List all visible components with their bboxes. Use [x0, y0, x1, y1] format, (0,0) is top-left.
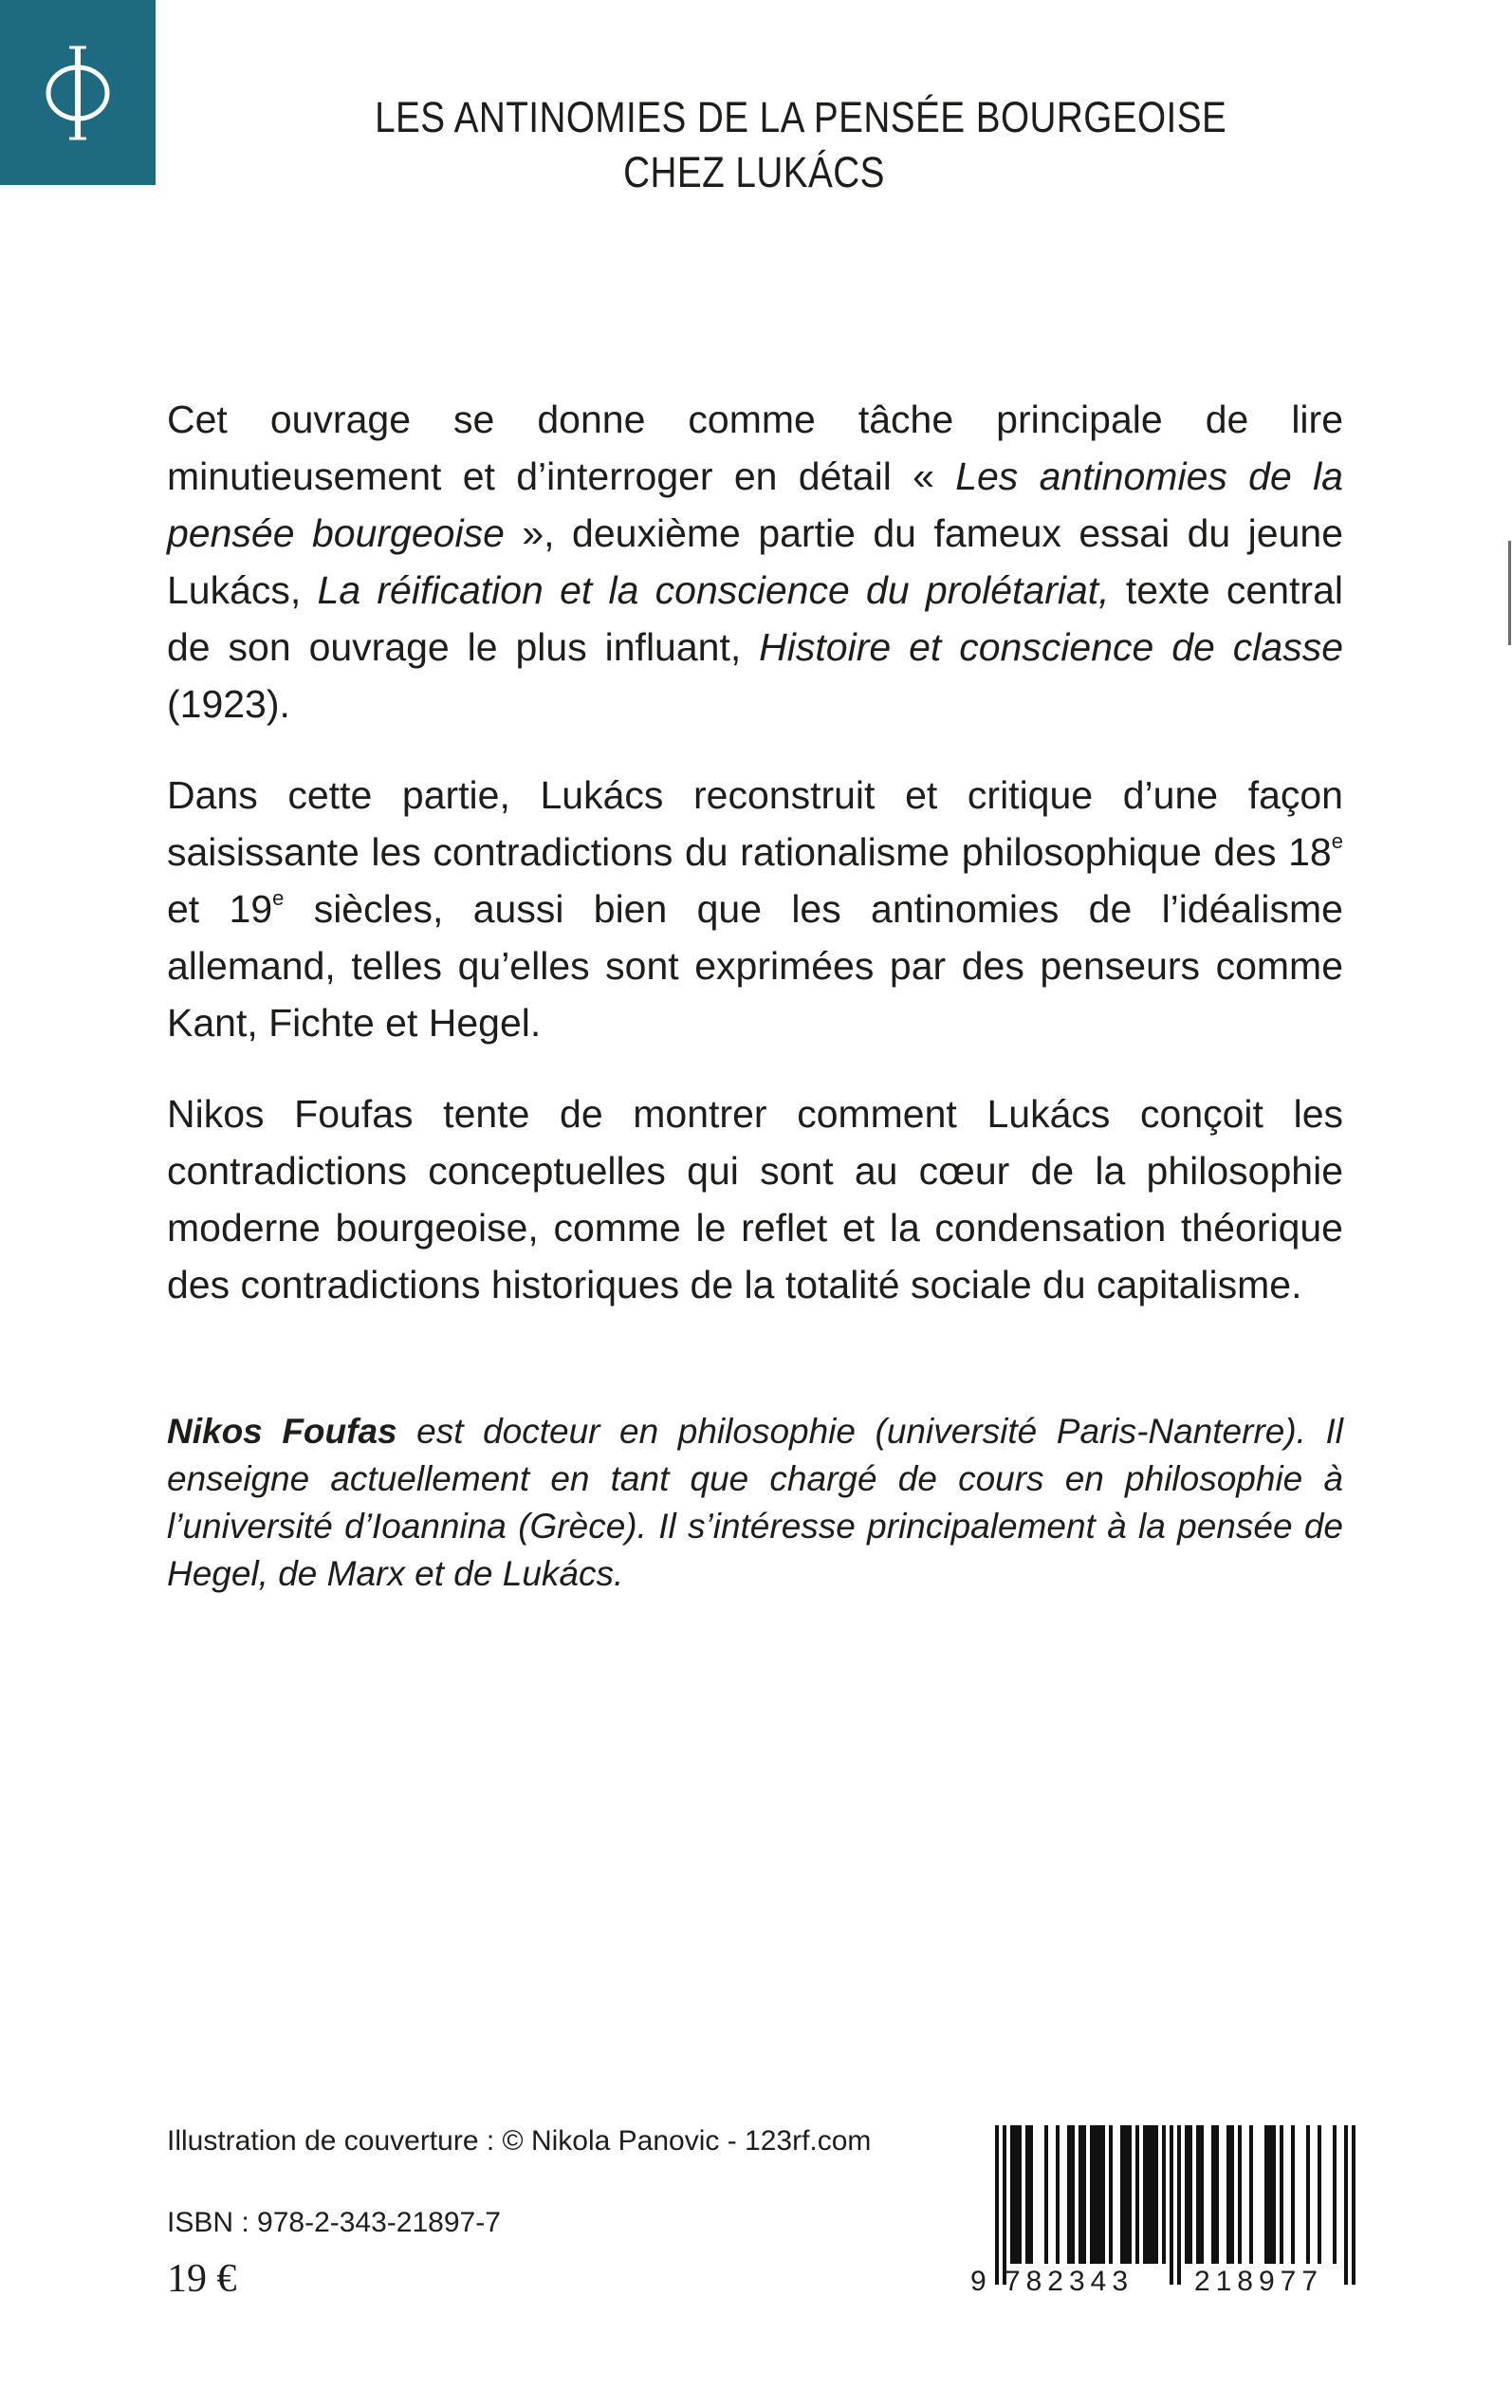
author-bio-text: est docteur en philosophie (université Paris-Nanterre). Il enseigne actuellement en tant que chargé de cours en philosophie à l’université d’Ioannina (Grèce). Il s’intéresse principalement à la pensée de Hegel, de Marx et de Lukács.: [167, 1412, 1343, 1593]
barcode-bar: [1067, 2125, 1071, 2264]
barcode-bar: [1226, 2125, 1230, 2264]
barcode-left-digits: 782343: [1004, 2266, 1134, 2297]
price: 19 €: [167, 2257, 237, 2301]
barcode-bar: [1079, 2125, 1082, 2264]
barcode-bar: [1003, 2125, 1006, 2285]
barcode-bars: [995, 2125, 1355, 2285]
cover-credit: Illustration de couverture : © Nikola Panovic - 123rf.com: [167, 2125, 872, 2157]
book-title: [375, 90, 1227, 200]
barcode-bar: [1306, 2125, 1310, 2264]
barcode-bar: [1230, 2125, 1234, 2264]
barcode-bar: [1109, 2125, 1113, 2264]
barcode-bar: [1185, 2125, 1189, 2264]
barcode-bar: [1018, 2125, 1022, 2264]
barcode-bar: [1268, 2125, 1272, 2264]
phi-logo-icon: [40, 42, 116, 144]
barcode-bar: [1215, 2125, 1219, 2264]
barcode-bar: [1124, 2125, 1128, 2264]
publisher-logo: [0, 0, 156, 185]
barcode-bar: [1071, 2125, 1075, 2264]
barcode-bar: [1200, 2125, 1204, 2264]
barcode-bar: [1264, 2125, 1268, 2264]
barcode-bar: [1044, 2125, 1048, 2264]
barcode-bar: [1280, 2125, 1283, 2264]
barcode-bar: [1344, 2125, 1348, 2285]
author-name: Nikos Foufas: [167, 1412, 397, 1451]
barcode-bar: [1272, 2125, 1276, 2264]
barcode-bar: [1333, 2125, 1337, 2264]
barcode-bar: [1135, 2125, 1139, 2264]
barcode-bar: [1082, 2125, 1086, 2264]
barcode-first-digit: 9: [970, 2266, 986, 2297]
barcode-bar: [1211, 2125, 1215, 2264]
barcode-bar: [1010, 2125, 1014, 2264]
barcode-bar: [995, 2125, 999, 2285]
barcode-bar: [1094, 2125, 1097, 2264]
barcode-bar: [1170, 2125, 1173, 2285]
isbn-number: ISBN : 978-2-343-21897-7: [167, 2207, 501, 2238]
barcode-bar: [1101, 2125, 1105, 2264]
barcode-bar: [1352, 2125, 1355, 2285]
barcode-bar: [1318, 2125, 1321, 2264]
barcode-bar: [1143, 2125, 1147, 2264]
page-edge-mark: [1508, 541, 1511, 645]
barcode-bar: [1151, 2125, 1154, 2264]
barcode-bar: [1162, 2125, 1166, 2264]
barcode-bar: [1147, 2125, 1151, 2264]
barcode-bar: [1154, 2125, 1158, 2264]
barcode-bar: [1238, 2125, 1242, 2264]
barcode-bar: [1128, 2125, 1132, 2264]
author-bio: [167, 1408, 1343, 1598]
barcode-bar: [1056, 2125, 1060, 2264]
barcode-bar: [1090, 2125, 1094, 2264]
barcode-bar: [1189, 2125, 1192, 2264]
barcode-bar: [1291, 2125, 1295, 2264]
barcode-bar: [1120, 2125, 1124, 2264]
book-summary: [167, 391, 1343, 1347]
book-title-line-2: CHEZ LUKÁCS: [623, 148, 885, 196]
barcode-right-digits: 218977: [1193, 2266, 1324, 2297]
book-title-line-1: LES ANTINOMIES DE LA PENSÉE BOURGEOISE: [375, 93, 1227, 141]
barcode-bar: [1025, 2125, 1029, 2264]
summary-paragraph-1: Cet ouvrage se donne comme tâche principale de lire minutieusement et d’interroger en détail « Les antinomies de la pensée bourgeoise », deuxième partie du fameux essai du jeune Lukács, La réification et la conscience du prolétariat, texte central de son ouvrage le plus influant, Histoire et conscience de classe (1923).: [167, 398, 1344, 726]
barcode-bar: [1196, 2125, 1200, 2264]
barcode-bar: [1177, 2125, 1181, 2285]
barcode: [963, 2121, 1361, 2302]
barcode-bar: [1097, 2125, 1101, 2264]
barcode-bar: [1249, 2125, 1253, 2264]
barcode-bar: [1029, 2125, 1033, 2264]
summary-paragraph-3: Nikos Foufas tente de montrer comment Lukács conçoit les contradictions conceptuelles qui sont au cœur de la philosophie moderne bourgeoise, comme le reflet et la condensation théorique des contradictions historiques de la totalité sociale du capitalisme.: [167, 1092, 1343, 1306]
summary-paragraph-2: Dans cette partie, Lukács reconstruit et critique d’une façon saisissante les contradictions du rationalisme philosophique des 18e et 19e siècles, aussi bien que les antinomies de l’idéalisme allemand, telles qu’elles sont exprimées par des penseurs comme Kant, Fichte et Hegel.: [167, 773, 1343, 1045]
barcode-bar: [1014, 2125, 1018, 2264]
